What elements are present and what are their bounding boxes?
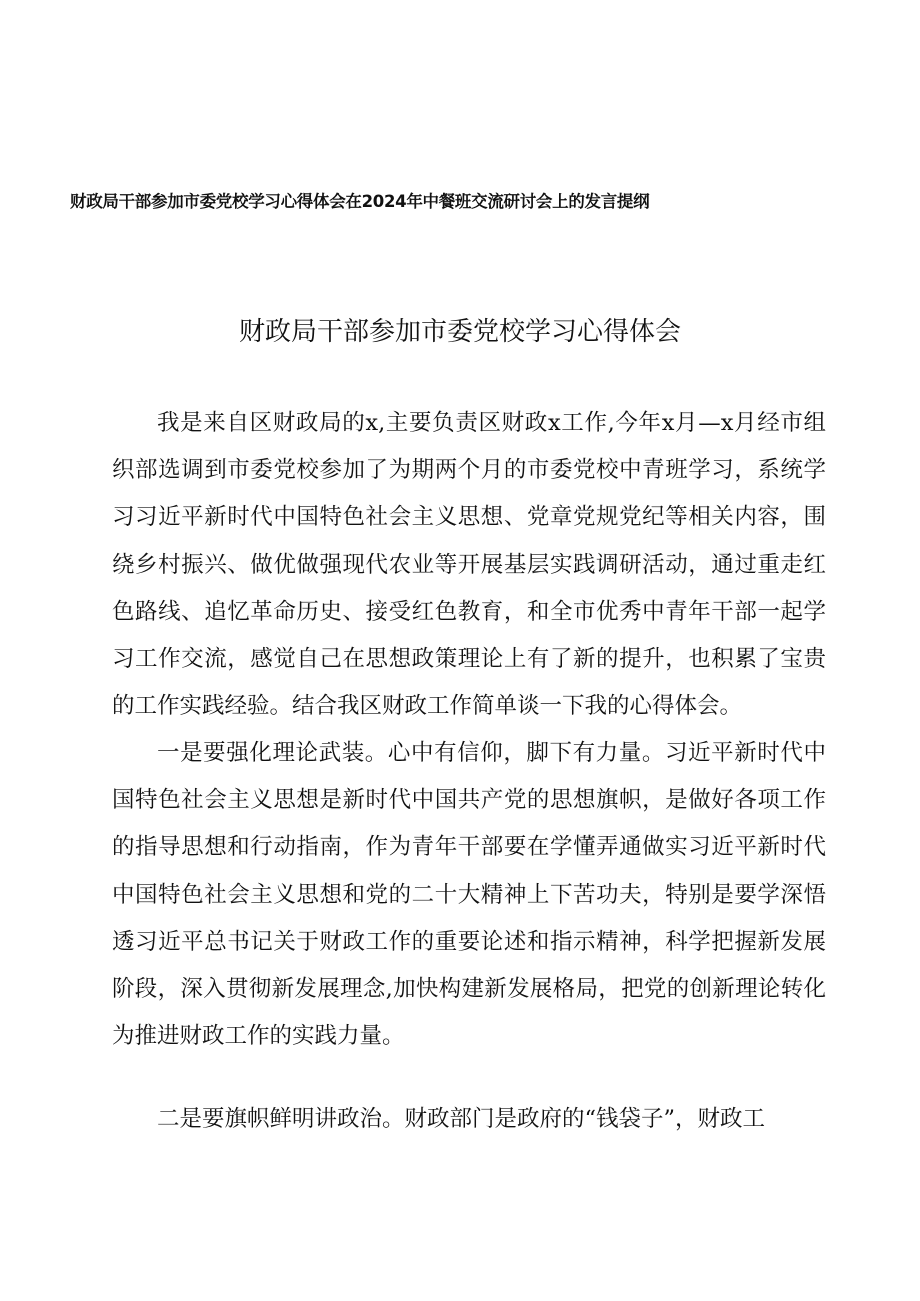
- document-title: 财政局干部参加市委党校学习心得体会: [238, 317, 681, 347]
- paragraph-intro: 我是来自区财政局的x,主要负责区财政x工作,今年x月—x月经市组织部选调到市委党校参加了为期两个月的市委党校中青班学习，系统学习习近平新时代中国特色社会主义思想、党章党规党纪等相关内容，围绕乡村振兴、做优做强现代农业等开展基层实践调研活动，通过重走红色路线、追忆革命历史、接受红色教育，和全市优秀中青年干部一起学习工作交流，感觉自己在思想政策理论上有了新的提升，也积累了宝贵的工作实践经验。结合我区财政工作简单谈一下我的心得体会。: [112, 410, 826, 720]
- paragraph-theory: 一是要强化理论武装。心中有信仰，脚下有力量。习近平新时代中国特色社会主义思想是新时代中国共产党的思想旗帜，是做好各项工作的指导思想和行动指南，作为青年干部要在学懂弄通做实习近平新时代中国特色社会主义思想和党的二十大精神上下苦功夫，特别是要学深悟透习近平总书记关于财政工作的重要论述和指示精神，科学把握新发展阶段，深入贯彻新发展理念,加快构建新发展格局，把党的创新理论转化为推进财政工作的实践力量。: [112, 740, 826, 1050]
- document-header: 财政局干部参加市委党校学习心得体会在2024年中餐班交流研讨会上的发言提纲: [70, 192, 650, 211]
- paragraph-politics: 二是要旗帜鲜明讲政治。财政部门是政府的“钱袋子”，财政工: [157, 1106, 766, 1132]
